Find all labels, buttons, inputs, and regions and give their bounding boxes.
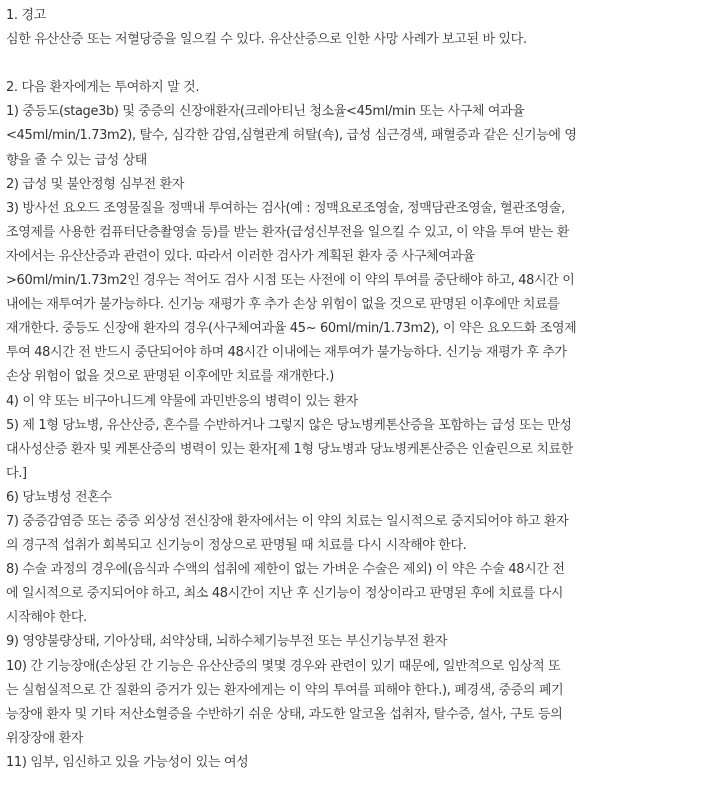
list-item-line: 9) 영양불량상태, 기아상태, 쇠약상태, 뇌하수체기능부전 또는 부신기능부전 환자 xyxy=(6,634,448,650)
list-item-line: 3) 방사선 요오드 조영물질을 정맥내 투여하는 검사(예 : 정맥요로조영술, 정맥담관조영술, 혈관조영술, xyxy=(6,200,565,216)
list-item-line: 조영제를 사용한 컴퓨터단층촬영술 등)를 받는 환자(급성신부전을 일으킬 수 있고, 이 약을 투여 받는 환 xyxy=(6,224,569,240)
list-item-line: 대사성산증 환자 및 케톤산증의 병력이 있는 환자[제 1형 당뇨병과 당뇨병케톤산증은 인슐린으로 치료한 xyxy=(6,441,573,457)
list-item-line: 11) 임부, 임신하고 있을 가능성이 있는 여성 xyxy=(6,754,249,770)
list-item-line: 8) 수술 과정의 경우에(음식과 수액의 섭취에 제한이 없는 가벼운 수술은 제외) 이 약은 수술 48시간 전 xyxy=(6,562,565,578)
list-item-line: 위장장애 환자 xyxy=(6,730,84,746)
list-item-line: 2) 급성 및 불안정형 심부전 환자 xyxy=(6,176,185,192)
paragraph-line: 심한 유산산증 또는 저혈당증을 일으킬 수 있다. 유산산증으로 인한 사망 사례가 보고된 바 있다. xyxy=(6,32,527,48)
list-item-line: <45ml/min/1.73m2), 탈수, 심각한 감염,심혈관계 허탈(쇽), 급성 심근경색, 패혈증과 같은 신기능에 영 xyxy=(6,128,577,144)
list-item-line: >60ml/min/1.73m2인 경우는 적어도 검사 시점 또는 사전에 이 약의 투여를 중단해야 하고, 48시간 이 xyxy=(6,273,575,289)
list-item-line: 향을 줄 수 있는 급성 상태 xyxy=(6,152,147,168)
list-item-line: 6) 당뇨병성 전혼수 xyxy=(6,489,112,505)
list-item-line: 자에서는 유산산증과 관련이 있다. 따라서 이러한 검사가 계획된 환자 중 사구체여과율 xyxy=(6,248,475,264)
list-item-line: 다.] xyxy=(6,465,27,481)
list-item-line: 능장애 환자 및 기타 저산소혈증을 수반하기 쉬운 상태, 과도한 알코올 섭취자, 탈수증, 설사, 구토 등의 xyxy=(6,706,563,722)
list-item-line: 에 일시적으로 중지되어야 하고, 최소 48시간이 지난 후 신기능이 정상이라고 판명된 후에 치료를 다시 xyxy=(6,586,564,602)
list-item-line: 내에는 재투여가 불가능하다. 신기능 재평가 후 추가 손상 위험이 없을 것으로 판명된 이후에만 치료를 xyxy=(6,297,560,313)
list-item-line: 시작해야 한다. xyxy=(6,610,87,626)
list-item-line: 의 경구적 섭취가 회복되고 신기능이 정상으로 판명될 때 치료를 다시 시작해야 한다. xyxy=(6,538,467,554)
list-item-line: 1) 중등도(stage3b) 및 중증의 신장애환자(크레아티닌 청소율<45ml/min 또는 사구체 여과율 xyxy=(6,104,525,120)
list-item-line: 10) 간 기능장애(손상된 간 기능은 유산산증의 몇몇 경우와 관련이 있기 때문에, 일반적으로 임상적 또 xyxy=(6,658,561,674)
list-item-line: 5) 제 1형 당뇨병, 유산산증, 혼수를 수반하거나 그렇지 않은 당뇨병케톤산증을 포함하는 급성 또는 만성 xyxy=(6,417,572,433)
list-item-line: 재개한다. 중등도 신장애 환자의 경우(사구체여과율 45~ 60ml/min/1.73m2), 이 약은 요오드화 조영제 xyxy=(6,321,577,337)
section-heading: 1. 경고 xyxy=(6,8,46,23)
list-item-line: 투여 48시간 전 반드시 중단되어야 하며 48시간 이내에는 재투여가 불가능하다. 신기능 재평가 후 추가 xyxy=(6,345,567,361)
blank-line xyxy=(6,52,705,76)
section-heading: 2. 다음 환자에게는 투여하지 말 것. xyxy=(6,80,200,96)
list-item-line: 는 실험실적으로 간 질환의 증거가 있는 환자에게는 이 약의 투여를 피해야 한다.), 폐경색, 중증의 폐기 xyxy=(6,682,564,698)
list-item-line: 4) 이 약 또는 비구아니드계 약물에 과민반응의 병력이 있는 환자 xyxy=(6,393,358,409)
list-item-line: 손상 위험이 없을 것으로 판명된 이후에만 치료를 재개한다.) xyxy=(6,369,334,385)
list-item-line: 7) 중증감염증 또는 중증 외상성 전신장애 환자에서는 이 약의 치료는 일시적으로 중지되어야 하고 환자 xyxy=(6,513,569,529)
